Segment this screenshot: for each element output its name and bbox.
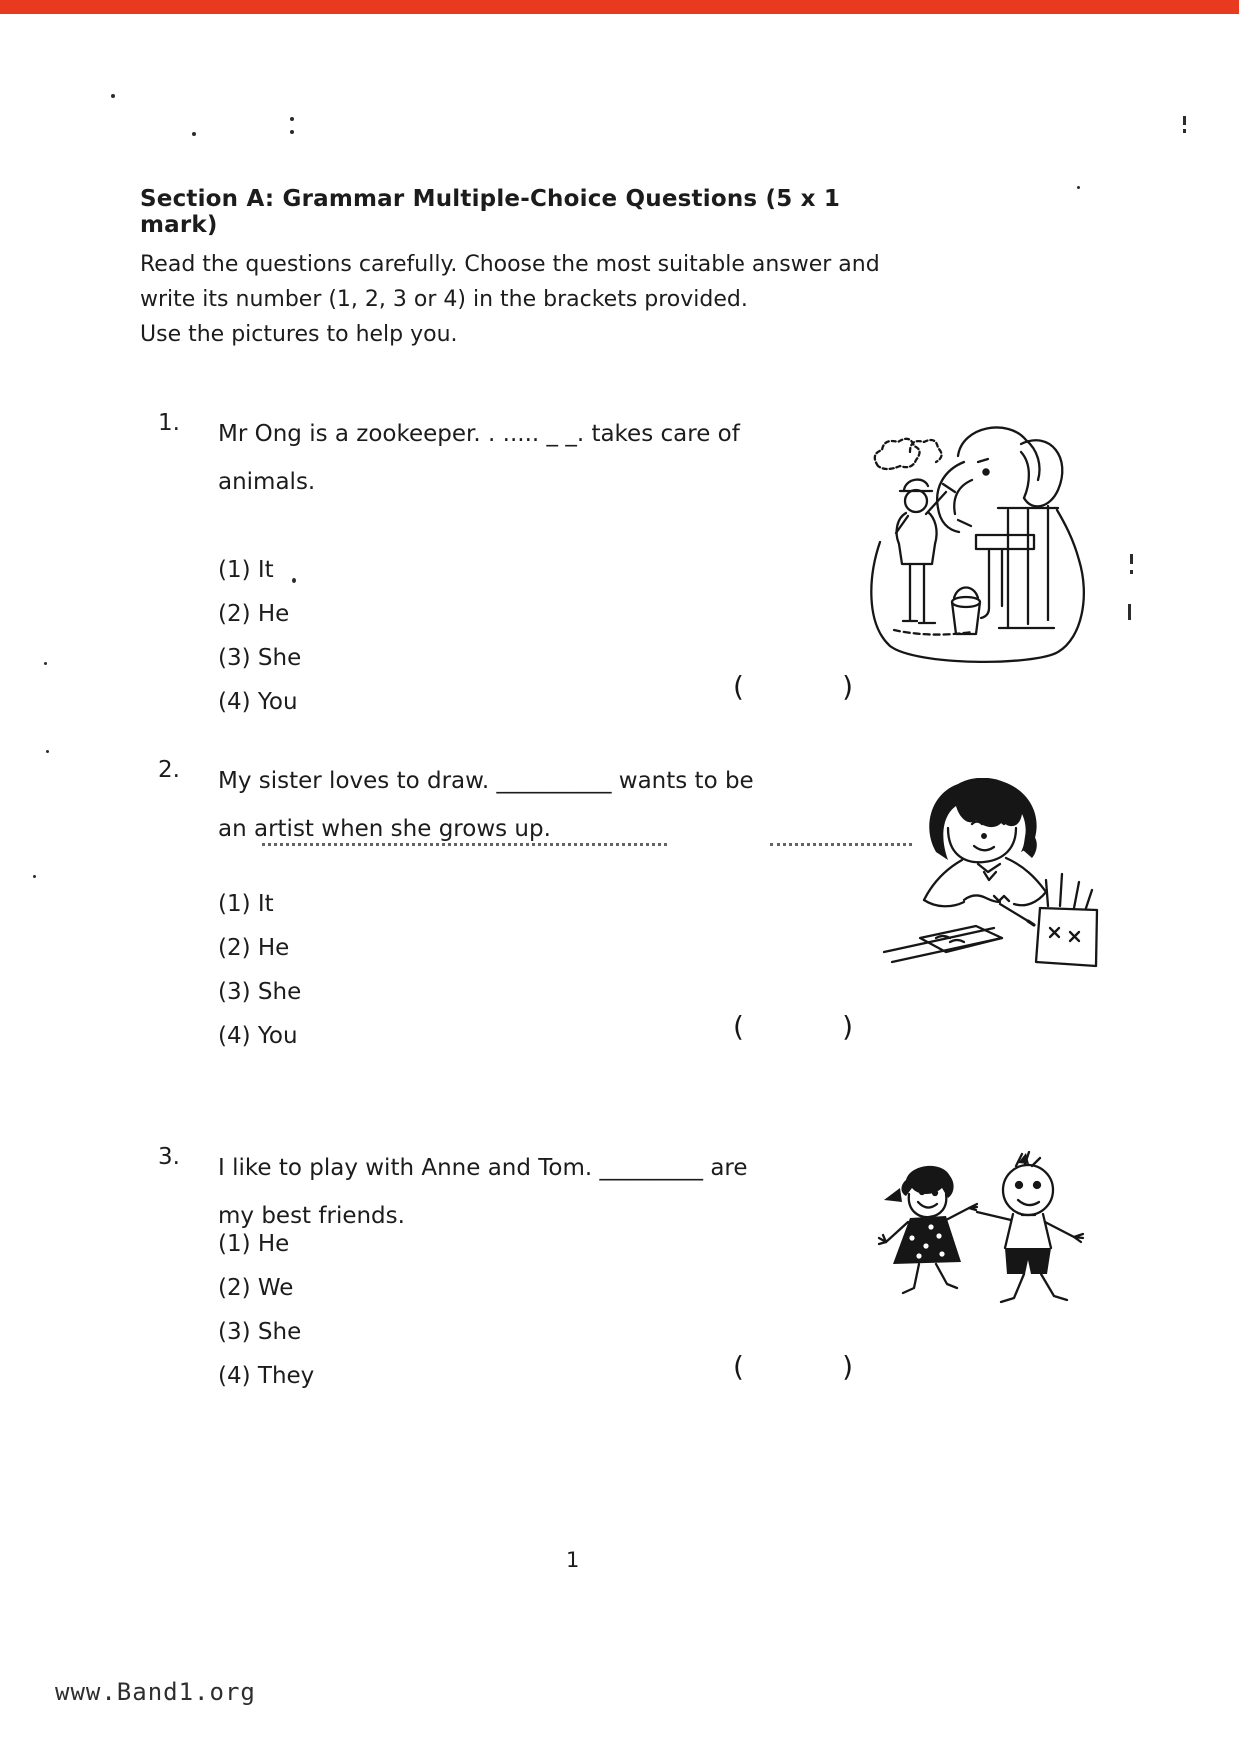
scan-speck bbox=[290, 130, 294, 134]
scan-speck bbox=[1077, 186, 1080, 189]
option: (2) We bbox=[218, 1275, 294, 1301]
question-2-line-1: My sister loves to draw. __________ wants to be bbox=[218, 768, 754, 794]
option: (1) It bbox=[218, 891, 274, 917]
question-2-number: 2. bbox=[158, 757, 180, 783]
scan-speck bbox=[44, 662, 47, 665]
question-3-line-2: my best friends. bbox=[218, 1203, 405, 1229]
scan-speck bbox=[192, 132, 196, 136]
bracket-close: ) bbox=[842, 670, 853, 703]
scan-speck bbox=[1183, 116, 1186, 125]
scan-speck bbox=[46, 750, 49, 753]
section-title: Section A: Grammar Multiple-Choice Questions (5 x 1 mark) bbox=[140, 186, 841, 238]
scan-speck bbox=[290, 117, 294, 121]
bracket-close: ) bbox=[842, 1350, 853, 1383]
instructions-line-1: Read the questions carefully. Choose the most suitable answer and bbox=[140, 252, 880, 277]
instructions-line-3: Use the pictures to help you. bbox=[140, 322, 458, 347]
option: (4) You bbox=[218, 1023, 298, 1049]
bracket-open: ( bbox=[733, 670, 744, 703]
option: (2) He bbox=[218, 935, 290, 961]
instructions bbox=[140, 247, 930, 352]
scan-speck bbox=[111, 94, 115, 98]
question-1-text bbox=[218, 410, 788, 506]
question-1-options bbox=[218, 548, 301, 724]
question-2-line-2: an artist when she grows up. bbox=[218, 816, 551, 842]
scan-speck bbox=[1130, 570, 1133, 574]
bracket-open: ( bbox=[733, 1010, 744, 1043]
bracket-open: ( bbox=[733, 1350, 744, 1383]
scan-speck bbox=[1183, 129, 1186, 133]
instructions-line-2: write its number (1, 2, 3 or 4) in the brackets provided. bbox=[140, 287, 748, 312]
question-3-number: 3. bbox=[158, 1144, 180, 1170]
watermark: www.Band1.org bbox=[55, 1678, 256, 1706]
answer-bracket-1 bbox=[733, 670, 853, 703]
question-1-line-1: Mr Ong is a zookeeper. . ..... _ _. takes care of bbox=[218, 421, 740, 447]
option: (2) He bbox=[218, 601, 290, 627]
red-top-bar bbox=[0, 0, 1239, 14]
answer-bracket-3 bbox=[733, 1350, 853, 1383]
bracket-close: ) bbox=[842, 1010, 853, 1043]
children-playing-illustration bbox=[876, 1150, 1100, 1312]
option: (3) She bbox=[218, 645, 302, 671]
scan-speck bbox=[33, 875, 36, 878]
scan-artifact-dotted-line bbox=[262, 840, 667, 846]
scan-speck bbox=[1128, 604, 1131, 620]
answer-bracket-2 bbox=[733, 1010, 853, 1043]
scan-speck bbox=[292, 578, 296, 583]
option: (3) She bbox=[218, 979, 302, 1005]
option: (4) You bbox=[218, 689, 298, 715]
option: (4) They bbox=[218, 1363, 315, 1389]
question-1-line-2: animals. bbox=[218, 469, 316, 495]
question-2-text bbox=[218, 757, 788, 853]
question-3-line-1: I like to play with Anne and Tom. _________ are bbox=[218, 1155, 748, 1181]
question-1-number: 1. bbox=[158, 410, 180, 436]
page-number: 1 bbox=[566, 1548, 580, 1572]
option: (3) She bbox=[218, 1319, 302, 1345]
question-3-options bbox=[218, 1222, 314, 1398]
question-2-options bbox=[218, 882, 301, 1058]
girl-drawing-illustration bbox=[878, 778, 1130, 982]
option: (1) It bbox=[218, 557, 274, 583]
option: (1) He bbox=[218, 1231, 290, 1257]
scan-speck bbox=[1130, 554, 1133, 564]
zookeeper-elephant-illustration bbox=[858, 392, 1100, 670]
